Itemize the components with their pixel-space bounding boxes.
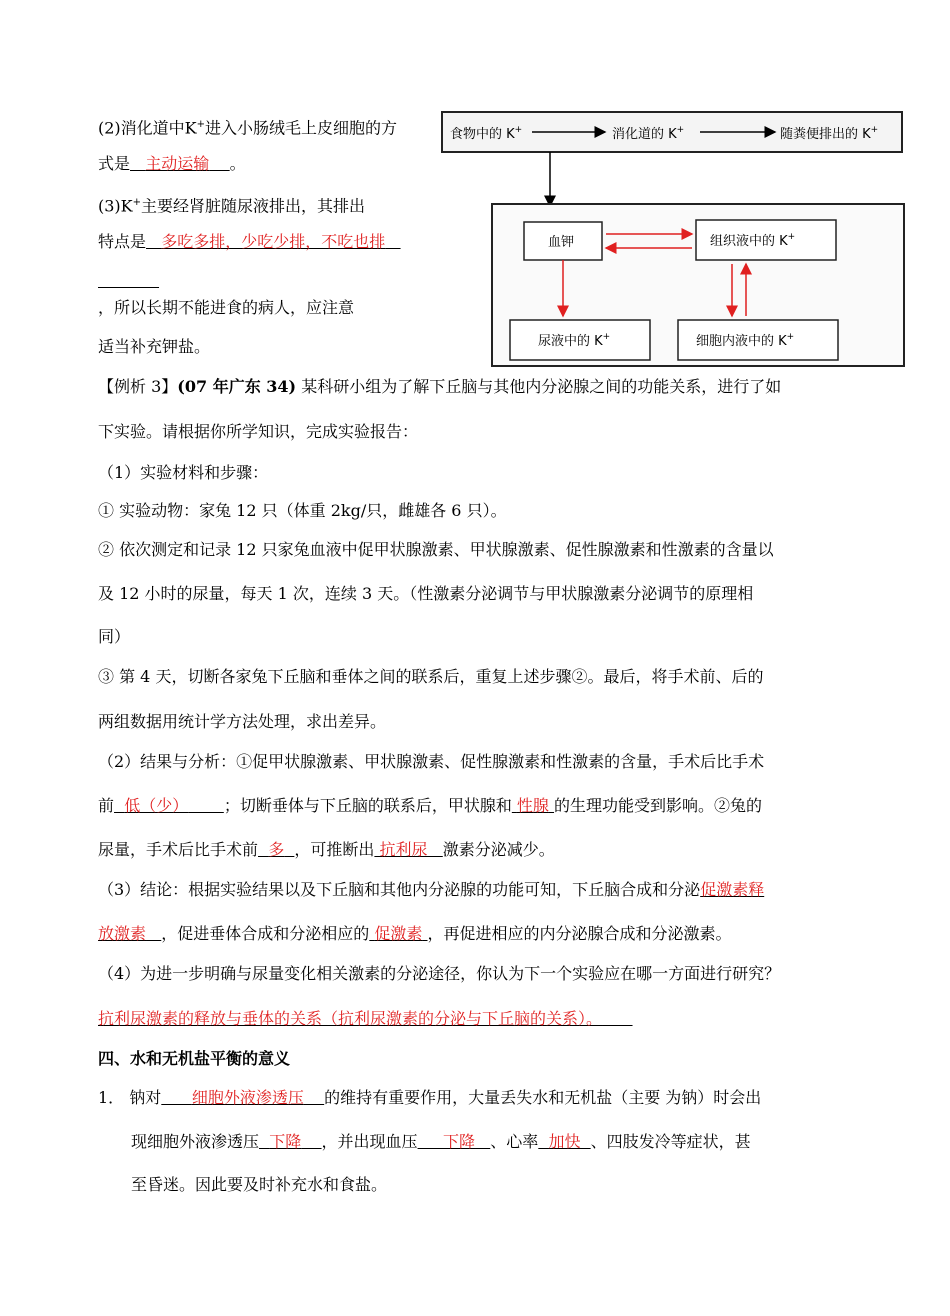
q3-line2: 特点是 多吃多排，少吃少排，不吃也排 [98, 232, 386, 251]
urine-k-label: 尿液中的 K+ [538, 332, 611, 349]
q3-line4: ，所以长期不能进食的病人，应注意 [98, 298, 355, 317]
p1-step2-c: 同） [98, 627, 131, 646]
q3-line1: (3)K+主要经肾脏随尿液排出，其排出 [98, 196, 366, 216]
q3-line5: 适当补充钾盐。 [98, 337, 211, 356]
p1-title: （1）实验材料和步骤： [98, 463, 269, 482]
section4-title: 四、水和无机盐平衡的意义 [98, 1049, 291, 1068]
food-k-label: 食物中的 K+ [450, 125, 523, 142]
cell-k-label: 细胞内液中的 K+ [696, 332, 795, 349]
p3-line2: 放激素 ，促进垂体合成和分泌相应的 促激素 ，再促进相应的内分泌腺合成和分泌激素。 [98, 924, 732, 943]
example3-intro-1: 【例析 3】(07 年广东 34) 某科研小组为了解下丘脑与其他内分泌腺之间的功能关系，进行了如 [98, 377, 782, 396]
section4-line3: 至昏迷。因此要及时补充水和食盐。 [131, 1175, 388, 1194]
p1-step2-b: 及 12 小时的尿量，每天 1 次，连续 3 天。（性激素分泌调节与甲状腺激素分泌调节的原理相 [98, 584, 754, 603]
q2-line2: 式是 主动运输 。 [98, 154, 246, 173]
potassium-diagram [440, 110, 906, 368]
blood-k-label: 血钾 [548, 235, 575, 250]
p1-step1: ① 实验动物：家兔 12 只（体重 2kg/只，雌雄各 6 只）。 [98, 501, 507, 520]
q2-answer: 主动运输 [145, 154, 210, 173]
p2-line1: （2）结果与分析：①促甲状腺激素、甲状腺激素、促性腺激素和性激素的含量，手术后比手术 [98, 752, 765, 771]
q2-line1: (2)消化道中K+进入小肠绒毛上皮细胞的方 [98, 118, 398, 138]
p4-line1: （4）为进一步明确与尿量变化相关激素的分泌途径，你认为下一个实验应在哪一方面进行研究？ [98, 964, 781, 983]
p3-line1: （3）结论：根据实验结果以及下丘脑和其他内分泌腺的功能可知，下丘脑合成和分泌促激素释 [98, 880, 765, 899]
p1-step3-a: ③ 第 4 天，切断各家兔下丘脑和垂体之间的联系后，重复上述步骤②。最后，将手术前、后的 [98, 667, 764, 686]
p2-line2: 前 低（少） ；切断垂体与下丘脑的联系后，甲状腺和 性腺 的生理功能受到影响。②兔的 [98, 796, 763, 815]
p4-answer: 抗利尿激素的释放与垂体的关系（抗利尿激素的分泌与下丘脑的关系）。 [98, 1009, 603, 1028]
digest-k-label: 消化道的 K+ [612, 125, 685, 142]
example3-intro-2: 下实验。请根据你所学知识，完成实验报告： [98, 422, 419, 441]
q3-blank [98, 270, 159, 292]
p2-line3: 尿量，手术后比手术前 多 ，可推断出 抗利尿 激素分泌减少。 [98, 840, 555, 859]
q3-answer: 多吃多排，少吃少排，不吃也排 [161, 232, 386, 251]
section4-line2: 现细胞外液渗透压 下降 ，并出现血压 下降 、心率 加快 、四肢发冷等症状，甚 [131, 1132, 751, 1151]
p1-step3-b: 两组数据用统计学方法处理，求出差异。 [98, 712, 387, 731]
section4-line1: 1． 钠对 细胞外液渗透压 的维持有重要作用，大量丢失水和无机盐（主要 为钠）时会出 [98, 1088, 762, 1107]
feces-k-label: 随粪便排出的 K+ [780, 125, 879, 142]
p1-step2-a: ② 依次测定和记录 12 只家兔血液中促甲状腺激素、甲状腺激素、促性腺激素和性激素的含量以 [98, 540, 774, 559]
tissue-k-label: 组织液中的 K+ [710, 232, 796, 249]
